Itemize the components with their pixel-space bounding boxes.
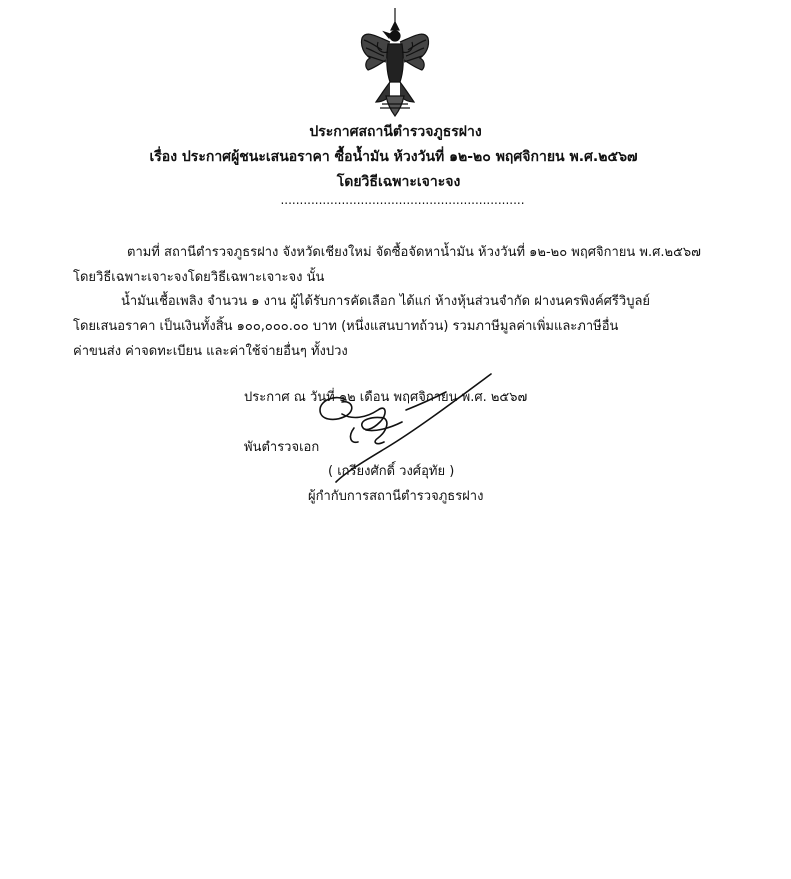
method-line: โดยวิธีเฉพาะเจาะจง [336, 174, 461, 190]
subject-line: เรื่อง ประกาศผู้ชนะเสนอราคา ซื้อน้ำมัน ห้วงวันที่ ๑๒-๒๐ พฤศจิกายน พ.ศ.๒๕๖๗ [149, 149, 638, 165]
signer-title: ผู้กำกับการสถานีตำรวจภูธรฝาง [308, 489, 484, 504]
signer-rank: พันตำรวจเอก [244, 440, 320, 455]
paragraph-1-line-1: ตามที่ สถานีตำรวจภูธรฝาง จังหวัดเชียงใหม่ จัดซื้อจัดหาน้ำมัน ห้วงวันที่ ๑๒-๒๐ พฤศจิกายน พ.ศ.๒๕๖๗ [127, 245, 701, 260]
paragraph-2-line-2: โดยเสนอราคา เป็นเงินทั้งสิ้น ๑๐๐,๐๐๐.๐๐ บาท (หนึ่งแสนบาทถ้วน) รวมภาษีมูลค่าเพิ่มและภาษีอื่น [73, 319, 619, 334]
paragraph-2-line-3: ค่าขนส่ง ค่าจดทะเบียน และค่าใช้จ่ายอื่นๆ ทั้งปวง [73, 344, 348, 359]
agency-title: ประกาศสถานีตำรวจภูธรฝาง [309, 124, 482, 140]
paragraph-1-line-2: โดยวิธีเฉพาะเจาะจงโดยวิธีเฉพาะเจาะจง นั้น [73, 270, 325, 285]
paragraph-2-line-1: น้ำมันเชื้อเพลิง จำนวน ๑ งาน ผู้ได้รับการคัดเลือก ได้แก่ ห้างหุ้นส่วนจำกัด ฝางนครพิงค์ศรีวิบูลย์ [121, 294, 651, 309]
garuda-emblem-icon [356, 8, 434, 118]
signer-name: ( เกรียงศักดิ์ วงศ์อุทัย ) [328, 464, 455, 479]
separator-dots: ................................................................ [280, 193, 525, 207]
paragraph-procurement [73, 240, 721, 290]
handwritten-signature [306, 370, 506, 490]
paragraph-winner [73, 289, 721, 364]
announce-date: ประกาศ ณ วันที่ ๑๒ เดือน พฤศจิกายน พ.ศ. ๒๕๖๗ [244, 390, 528, 405]
